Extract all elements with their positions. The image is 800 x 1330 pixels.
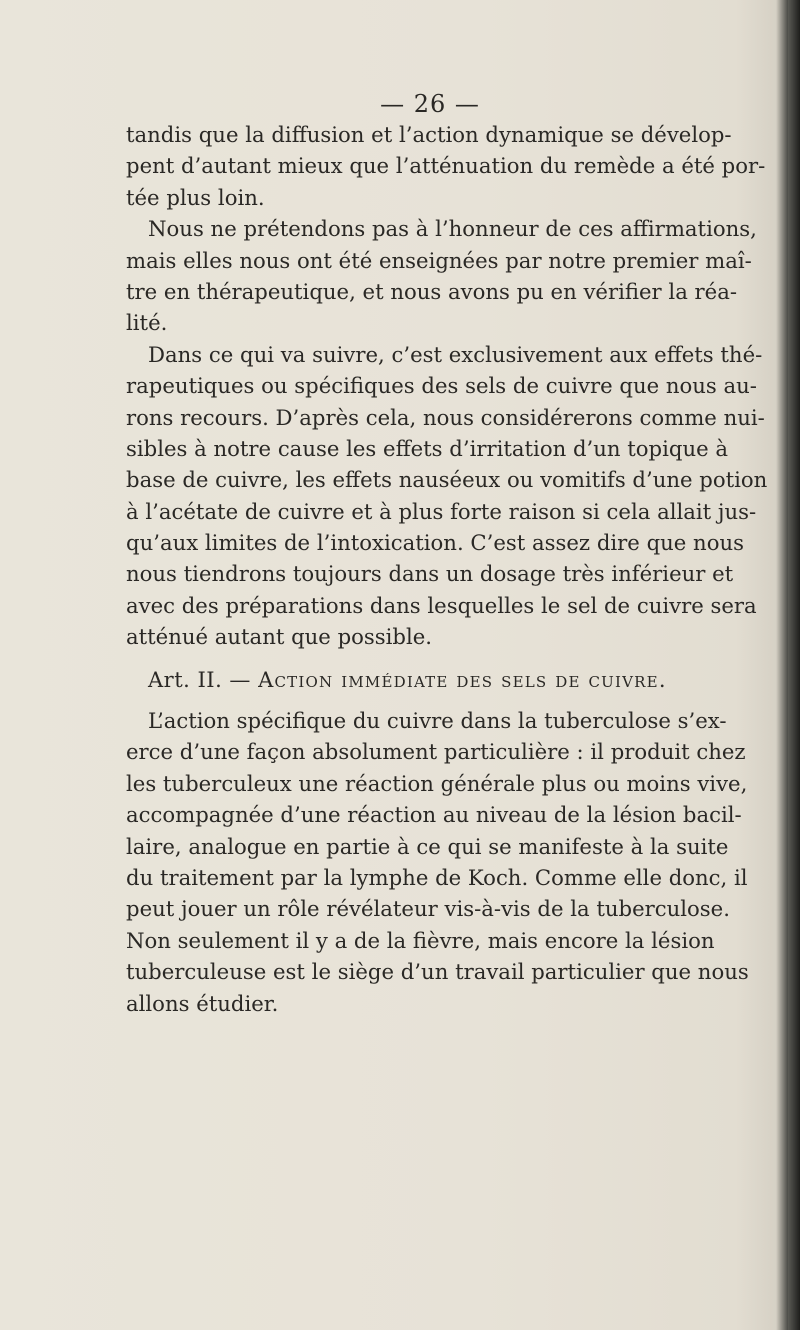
- text-line: pent d’autant mieux que l’atténuation du remède a été por-: [126, 153, 766, 179]
- paragraph-4: [126, 705, 749, 1019]
- text-line: tandis que la diffusion et l’action dynamique se dévelop-: [126, 122, 732, 147]
- text-line: avec des préparations dans lesquelles le sel de cuivre sera: [126, 592, 757, 618]
- text-line: tre en thérapeutique, et nous avons pu en vérifier la réa-: [126, 278, 738, 304]
- text-line: rapeutiques ou spécifiques des sels de cuivre que nous au-: [126, 373, 757, 399]
- paragraph-1: [126, 119, 766, 213]
- text-line: laire, analogue en partie à ce qui se manifeste à la suite: [126, 833, 729, 859]
- text-line: erce d’une façon absolument particulière : il produit chez: [126, 739, 746, 765]
- text-line: qu’aux limites de l’intoxication. C’est assez dire que nous: [126, 530, 744, 556]
- text-line: allons étudier.: [126, 990, 279, 1016]
- text-line: Nous ne prétendons pas à l’honneur de ces affirmations,: [148, 216, 757, 242]
- text-line: Non seulement il y a de la fièvre, mais encore la lésion: [126, 927, 715, 953]
- page-number: — 26 —: [380, 90, 480, 118]
- text-line: Dans ce qui va suivre, c’est exclusivement aux effets thé-: [148, 341, 763, 367]
- paragraph-2: [126, 213, 757, 339]
- text-line: les tuberculeux une réaction générale plus ou moins vive,: [126, 770, 748, 796]
- text-line: tée plus loin.: [126, 184, 265, 210]
- section-prefix: Art. II. —: [148, 668, 259, 692]
- text-line: atténué autant que possible.: [126, 624, 433, 650]
- text-line: rons recours. D’après cela, nous considérerons comme nui-: [126, 404, 765, 430]
- text-body-lower: [126, 705, 749, 1019]
- text-line: lité.: [126, 310, 168, 336]
- book-spine-shadow: [788, 0, 800, 1330]
- text-line: peut jouer un rôle révélateur vis-à-vis de la tuberculose.: [126, 896, 730, 922]
- text-body-upper: [126, 119, 768, 653]
- text-line: nous tiendrons toujours dans un dosage très inférieur et: [126, 561, 734, 587]
- text-line: accompagnée d’une réaction au niveau de la lésion bacil-: [126, 802, 742, 828]
- text-line: base de cuivre, les effets nauséeux ou vomitifs d’une potion: [126, 467, 768, 493]
- text-line: L’action spécifique du cuivre dans la tuberculose s’ex-: [148, 708, 727, 733]
- text-line: mais elles nous ont été enseignées par notre premier maî-: [126, 247, 752, 273]
- section-heading: [148, 668, 667, 692]
- paragraph-3: [126, 339, 768, 653]
- text-line: sibles à notre cause les effets d’irritation d’un topique à: [126, 435, 729, 461]
- section-title-text: Action immédiate des sels de cuivre.: [258, 668, 667, 692]
- text-line: tuberculeuse est le siège d’un travail particulier que nous: [126, 959, 749, 985]
- text-line: du traitement par la lymphe de Koch. Comme elle donc, il: [126, 864, 748, 890]
- text-line: à l’acétate de cuivre et à plus forte raison si cela allait jus-: [126, 498, 757, 524]
